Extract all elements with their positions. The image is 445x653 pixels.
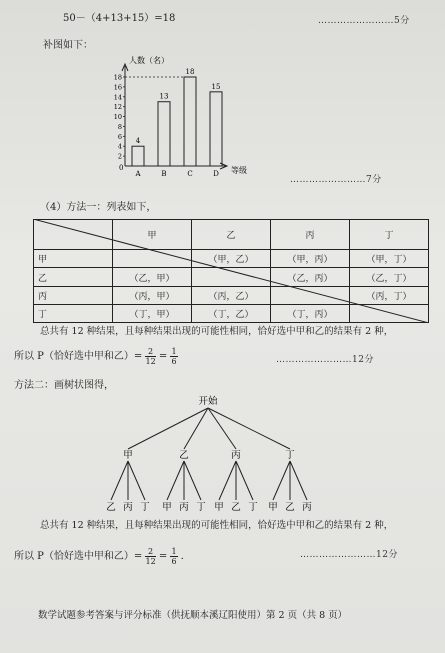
table-cell: （乙，丁） bbox=[350, 268, 429, 286]
numerator: 2 bbox=[145, 347, 155, 357]
numerator: 1 bbox=[171, 547, 177, 556]
tree-branch bbox=[208, 408, 290, 449]
y-tick-label: 4 bbox=[117, 142, 122, 151]
outcome-table bbox=[33, 219, 429, 323]
bar-value-label: 15 bbox=[211, 82, 221, 91]
x-tick-label: C bbox=[187, 170, 193, 178]
bar-chart bbox=[95, 52, 265, 182]
tree-level2-node: 乙 bbox=[231, 502, 241, 513]
result2-prefix: 所以 P（恰好选中甲和乙）= bbox=[14, 551, 143, 562]
method1-intro: （4）方法一：列表如下， bbox=[40, 202, 157, 213]
tree-branch bbox=[290, 461, 307, 500]
bar-value-label: 18 bbox=[185, 68, 195, 76]
chart-intro: 补图如下： bbox=[43, 40, 93, 51]
period: ． bbox=[180, 551, 191, 562]
table-cell: （丙，乙） bbox=[192, 286, 271, 304]
table-cell: （甲，丁） bbox=[350, 250, 429, 268]
denominator: 6 bbox=[171, 557, 177, 566]
tree-level1-node: 甲 bbox=[123, 450, 133, 461]
tree-level2-node: 甲 bbox=[214, 502, 224, 513]
row-header: 丙 bbox=[34, 286, 113, 304]
equals-sign: = bbox=[158, 551, 168, 562]
tree-diagram bbox=[90, 392, 350, 516]
tree-branch bbox=[111, 461, 128, 500]
tree-level1-node: 乙 bbox=[179, 450, 189, 461]
fraction-2-12 bbox=[145, 547, 155, 566]
tree-level2-node: 丙 bbox=[302, 502, 312, 513]
table-cell: （丁，乙） bbox=[192, 304, 271, 322]
tree-level1-node: 丙 bbox=[231, 450, 241, 461]
tree-level1-node: 丁 bbox=[285, 450, 295, 461]
x-tick-label: D bbox=[213, 170, 219, 178]
numerator: 1 bbox=[171, 347, 177, 356]
table-cell: （丁，甲） bbox=[113, 304, 192, 322]
bar-value-label: 13 bbox=[159, 92, 169, 101]
bar-value-label: 4 bbox=[135, 137, 141, 146]
table-cell bbox=[271, 286, 350, 304]
table-cell: （乙，甲） bbox=[113, 268, 192, 286]
numerator: 2 bbox=[145, 547, 155, 557]
table-cell: （乙，丙） bbox=[271, 268, 350, 286]
row-header: 丁 bbox=[34, 304, 113, 322]
table-cell: （甲，乙） bbox=[192, 250, 271, 268]
table-cell bbox=[113, 250, 192, 268]
col-header: 甲 bbox=[113, 220, 192, 250]
tree-branch bbox=[167, 461, 184, 500]
fraction-2-12 bbox=[145, 347, 155, 366]
table-row bbox=[34, 286, 429, 304]
y-tick-label: 8 bbox=[117, 122, 122, 131]
y-tick-label: 18 bbox=[113, 73, 122, 82]
tree-level2-node: 甲 bbox=[162, 502, 172, 513]
row-header: 乙 bbox=[34, 268, 113, 286]
table-cell: （丙，丁） bbox=[350, 286, 429, 304]
table-cell: （甲，丙） bbox=[271, 250, 350, 268]
tree-level2-node: 乙 bbox=[106, 502, 116, 513]
score-7: ……………………7分 bbox=[290, 175, 382, 185]
result1-line1: 总共有 12 种结果，且每种结果出现的可能性相同，恰好选中甲和乙的结果有 2 种， bbox=[40, 326, 394, 337]
subtraction-expression: 50－（4+13+15）=18 bbox=[63, 13, 176, 24]
tree-branch bbox=[236, 461, 253, 500]
result2-formula bbox=[14, 545, 191, 569]
y-tick-label: 10 bbox=[113, 113, 122, 122]
table-cell: （丁，丙） bbox=[271, 304, 350, 322]
table-row bbox=[34, 250, 429, 268]
fraction-1-6 bbox=[170, 547, 177, 566]
table-header-row bbox=[34, 220, 429, 250]
bar bbox=[210, 92, 222, 166]
y-tick-label: 12 bbox=[113, 103, 122, 112]
x-tick-label: B bbox=[161, 170, 167, 178]
equals-sign: = bbox=[158, 351, 168, 362]
method2-intro: 方法二：画树状图得， bbox=[14, 380, 114, 391]
tree-level2-node: 甲 bbox=[268, 502, 278, 513]
y-tick-label: 6 bbox=[117, 132, 122, 141]
y-tick-label: 14 bbox=[113, 93, 122, 102]
bar bbox=[158, 102, 170, 166]
tree-root: 开始 bbox=[198, 396, 218, 407]
col-header: 丁 bbox=[350, 220, 429, 250]
tree-level2-node: 丁 bbox=[248, 502, 258, 513]
result2-line1: 总共有 12 种结果，且每种结果出现的可能性相同，恰好选中甲和乙的结果有 2 种， bbox=[40, 520, 394, 531]
bar bbox=[132, 146, 144, 166]
y-axis-label: 人数（名） bbox=[129, 56, 169, 65]
score-12-a: ……………………12分 bbox=[276, 355, 374, 365]
row-header: 甲 bbox=[34, 250, 113, 268]
col-header: 丙 bbox=[271, 220, 350, 250]
corner-cell bbox=[34, 220, 113, 250]
table-cell bbox=[192, 268, 271, 286]
y-tick-label: 2 bbox=[117, 152, 122, 161]
table-row bbox=[34, 304, 429, 322]
page-footer: 数学试题参考答案与评分标准（供抚顺本溪辽阳使用）第 2 页（共 8 页） bbox=[38, 610, 348, 621]
result1-formula bbox=[14, 345, 178, 369]
table-cell: （丙，甲） bbox=[113, 286, 192, 304]
tree-level2-node: 乙 bbox=[285, 502, 295, 513]
bar bbox=[184, 77, 196, 166]
tree-branch bbox=[219, 461, 236, 500]
y-tick-label: 16 bbox=[113, 83, 122, 92]
tree-level2-node: 丙 bbox=[123, 502, 133, 513]
tree-level2-node: 丙 bbox=[179, 502, 189, 513]
table-row bbox=[34, 268, 429, 286]
tree-level2-node: 丁 bbox=[140, 502, 150, 513]
x-tick-label: A bbox=[135, 170, 141, 178]
denominator: 6 bbox=[171, 357, 177, 366]
tree-branch bbox=[184, 461, 201, 500]
fraction-1-6 bbox=[170, 347, 177, 366]
tree-branch bbox=[208, 408, 236, 449]
result1-prefix: 所以 P（恰好选中甲和乙）= bbox=[14, 351, 143, 362]
tree-level2-node: 丁 bbox=[196, 502, 206, 513]
origin-label: 0 bbox=[119, 164, 124, 172]
score-12-b: ……………………12分 bbox=[300, 550, 398, 560]
x-axis-label: 等级 bbox=[231, 166, 247, 175]
denominator: 12 bbox=[145, 557, 156, 566]
tree-branch bbox=[273, 461, 290, 500]
tree-branch bbox=[128, 461, 145, 500]
score-5: ……………………5分 bbox=[318, 16, 410, 26]
col-header: 乙 bbox=[192, 220, 271, 250]
table-cell bbox=[350, 304, 429, 322]
denominator: 12 bbox=[145, 357, 156, 366]
